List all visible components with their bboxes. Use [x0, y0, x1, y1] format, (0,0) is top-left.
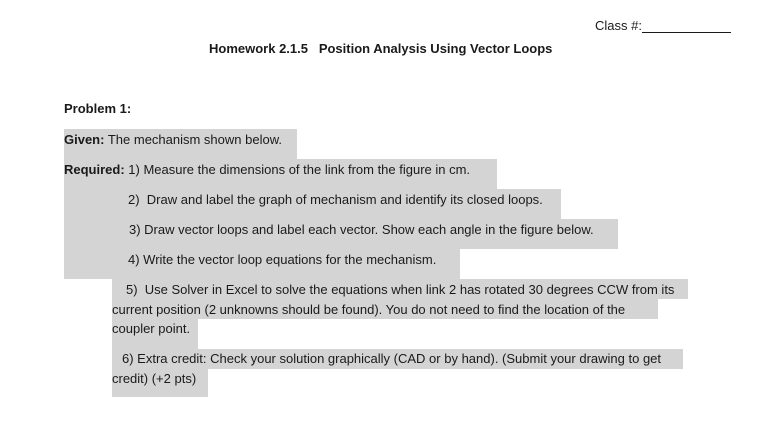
required-label: Required:: [64, 162, 125, 177]
required-item-5-line-3: coupler point.: [112, 321, 191, 336]
required-line: [64, 160, 470, 180]
problem-heading: Problem 1:: [64, 101, 132, 116]
given-line: [64, 130, 282, 150]
class-number-label: Class #:: [595, 18, 642, 33]
required-item-3: 3) Draw vector loops and label each vector. Show each angle in the figure below.: [129, 222, 594, 237]
required-item-5-line-1: 5) Use Solver in Excel to solve the equations when link 2 has rotated 30 degrees CCW from its: [126, 282, 675, 297]
required-item-6-line-1: 6) Extra credit: Check your solution graphically (CAD or by hand). (Submit your drawing to get: [122, 351, 662, 366]
page-title: Homework 2.1.5 Position Analysis Using Vector Loops: [209, 41, 553, 56]
required-item-2: 2) Draw and label the graph of mechanism and identify its closed loops.: [128, 192, 543, 207]
required-item-5-line-2: current position (2 unknowns should be found). You do not need to find the location of the: [112, 302, 626, 317]
required-item-1: 1) Measure the dimensions of the link from the figure in cm.: [124, 162, 471, 177]
given-text: The mechanism shown below.: [104, 132, 282, 147]
class-number-blank: [642, 32, 731, 33]
required-item-4: 4) Write the vector loop equations for the mechanism.: [128, 252, 437, 267]
required-item-6-line-2: credit) (+2 pts): [112, 371, 197, 386]
given-label: Given:: [64, 132, 105, 147]
